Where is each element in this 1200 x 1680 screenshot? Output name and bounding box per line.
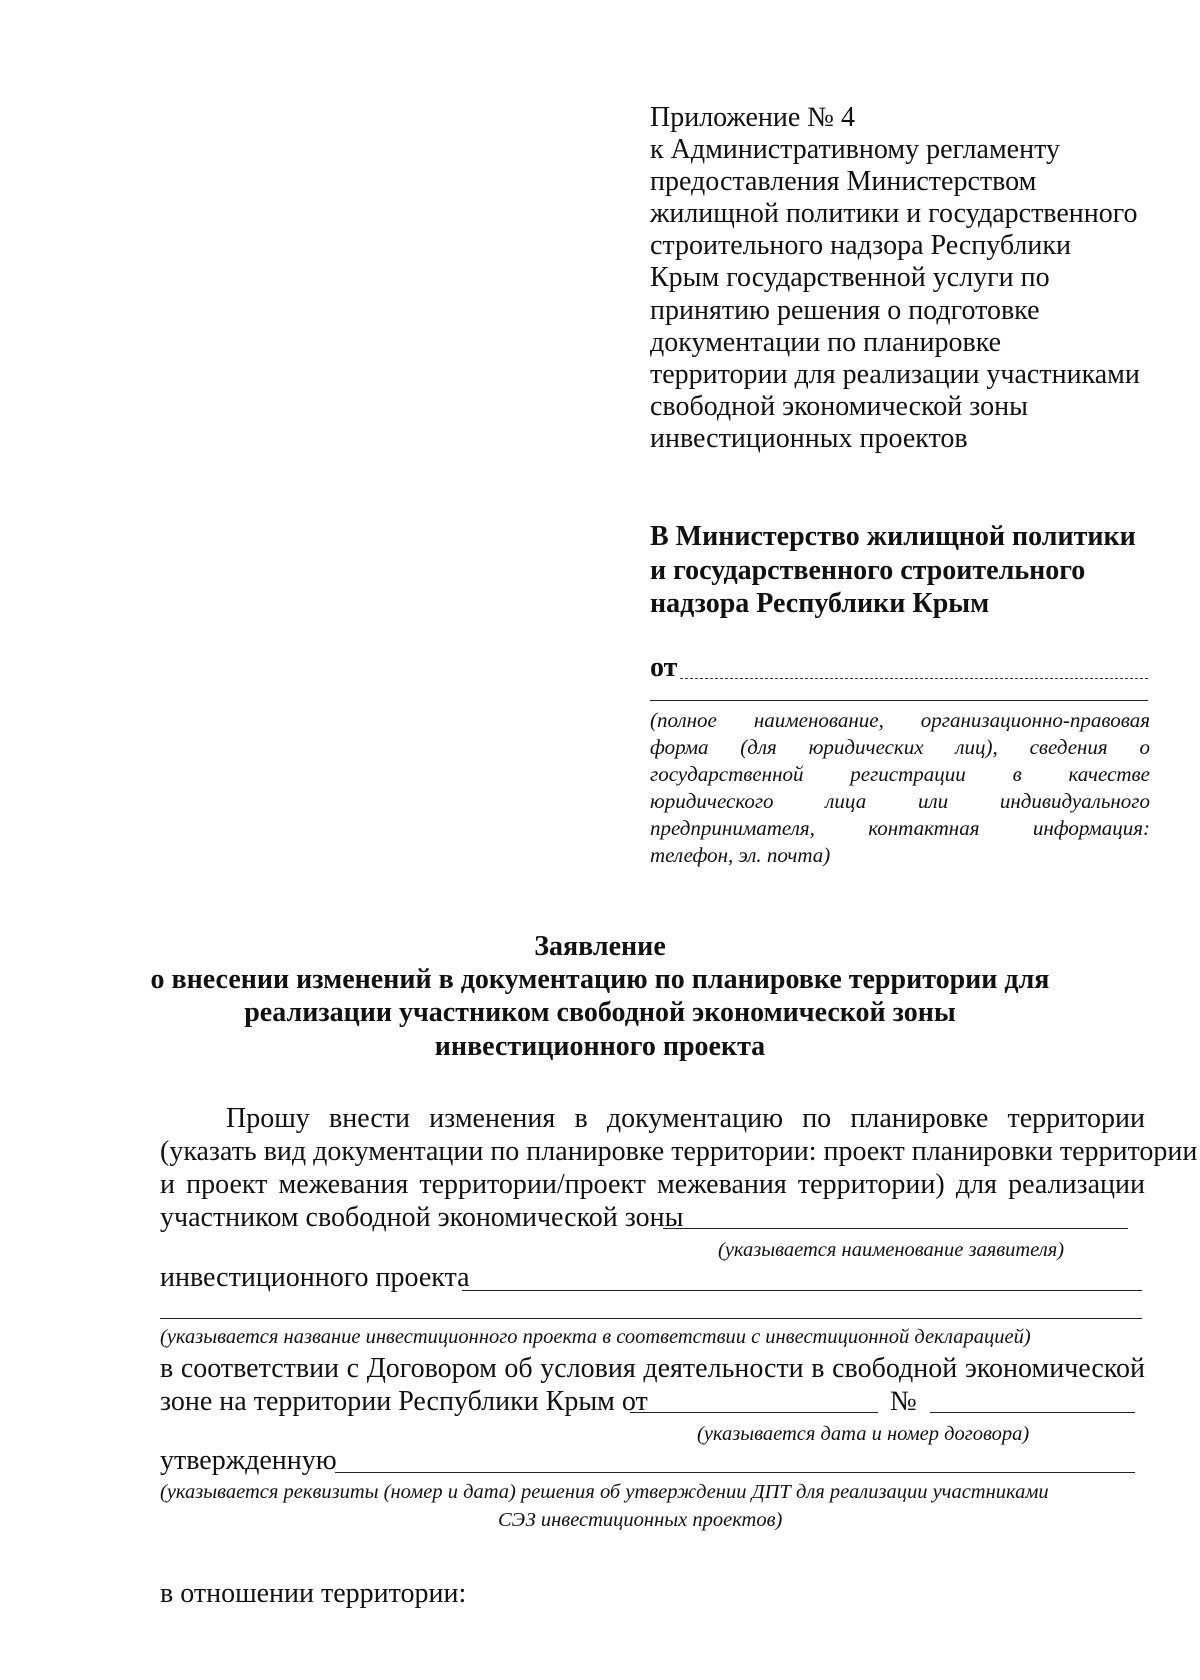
project-label: инвестиционного проекта xyxy=(160,1262,470,1293)
appendix-line: инвестиционных проектов xyxy=(650,422,968,454)
applicant-hint-line: государственной регистрации в качестве xyxy=(650,762,1150,786)
request-line: (указать вид документации по планировке территории: проект планировки территории xyxy=(160,1136,1198,1168)
approved-hint-line: СЭЗ инвестиционных проектов) xyxy=(498,1509,783,1531)
addressee-line: надзора Республики Крым xyxy=(650,588,990,619)
applicant-hint-line: предпринимателя, контактная информация: xyxy=(650,816,1150,840)
approved-label: утвержденную xyxy=(160,1445,337,1476)
applicant-hint-line: юридического лица или индивидуального xyxy=(650,789,1150,813)
appendix-line: территории для реализации участниками xyxy=(650,358,1140,390)
applicant-hint xyxy=(650,707,1150,869)
agreement-line: в соответствии с Договором об условия деятельности в свободной экономической xyxy=(160,1353,1145,1384)
from-blank-line[interactable] xyxy=(680,678,1148,679)
request-line: Прошу внести изменения в документацию по планировке территории xyxy=(226,1103,1145,1134)
applicant-hint-line: (полное наименование, организационно-правовая xyxy=(650,708,1150,732)
agreement-hint: (указывается дата и номер договора) xyxy=(697,1423,1030,1445)
agreement-line: зоне на территории Республики Крым от xyxy=(160,1386,648,1417)
request-paragraph xyxy=(160,1102,1198,1202)
addressee-line: В Министерство жилищной политики xyxy=(650,521,1136,552)
approved-blank[interactable] xyxy=(335,1472,1135,1473)
title-line: реализации участником свободной экономической зоны xyxy=(244,997,956,1029)
agreement-date-blank[interactable] xyxy=(630,1412,878,1413)
appendix-line: предоставления Министерством xyxy=(650,166,1037,198)
appendix-line: строительного надзора Республики xyxy=(650,230,1071,262)
request-line: участником свободной экономической зоны xyxy=(160,1202,684,1233)
appendix-line: жилищной политики и государственного xyxy=(650,198,1138,230)
applicant-hint-line: форма (для юридических лиц), сведения о xyxy=(650,735,1150,759)
request-line: и проект межевания территории/проект межевания территории) для реализации xyxy=(160,1169,1145,1201)
appendix-line: принятию решения о подготовке xyxy=(650,294,1040,326)
appendix-header xyxy=(650,102,1160,455)
project-hint: (указывается название инвестиционного проекта в соответствии с инвестиционной декларацией) xyxy=(160,1326,1031,1348)
appendix-line: Приложение № 4 xyxy=(650,102,855,133)
addressee-block xyxy=(650,520,1160,621)
applicant-name-blank[interactable] xyxy=(663,1228,1128,1229)
from-row xyxy=(650,652,1150,686)
territory-label: в отношении территории: xyxy=(160,1578,467,1609)
title-line: Заявление xyxy=(534,931,666,962)
from-label: от xyxy=(650,652,678,683)
applicant-name-hint: (указывается наименование заявителя) xyxy=(718,1239,1065,1261)
agreement-paragraph xyxy=(160,1352,1145,1385)
approved-hint-line: (указывается реквизиты (номер и дата) решения об утверждении ДПТ для реализации участниками xyxy=(160,1481,1049,1503)
addressee-line: и государственного строительного xyxy=(650,554,1086,586)
agreement-number-blank[interactable] xyxy=(930,1412,1135,1413)
project-blank[interactable] xyxy=(462,1290,1142,1291)
title-line: инвестиционного проекта xyxy=(434,1030,766,1062)
appendix-line: свободной экономической зоны xyxy=(650,390,1028,422)
project-second-blank[interactable] xyxy=(160,1318,1142,1319)
from-second-blank-line[interactable] xyxy=(650,700,1148,701)
document-title xyxy=(130,930,1070,1063)
appendix-line: Крым государственной услуги по xyxy=(650,262,1050,294)
number-sign: № xyxy=(890,1386,917,1417)
title-line: о внесении изменений в документацию по планировке территории для xyxy=(150,964,1050,996)
appendix-line: документации по планировке xyxy=(650,326,1002,358)
applicant-hint-line: телефон, эл. почта) xyxy=(650,843,831,867)
appendix-line: к Административному регламенту xyxy=(650,134,1060,166)
